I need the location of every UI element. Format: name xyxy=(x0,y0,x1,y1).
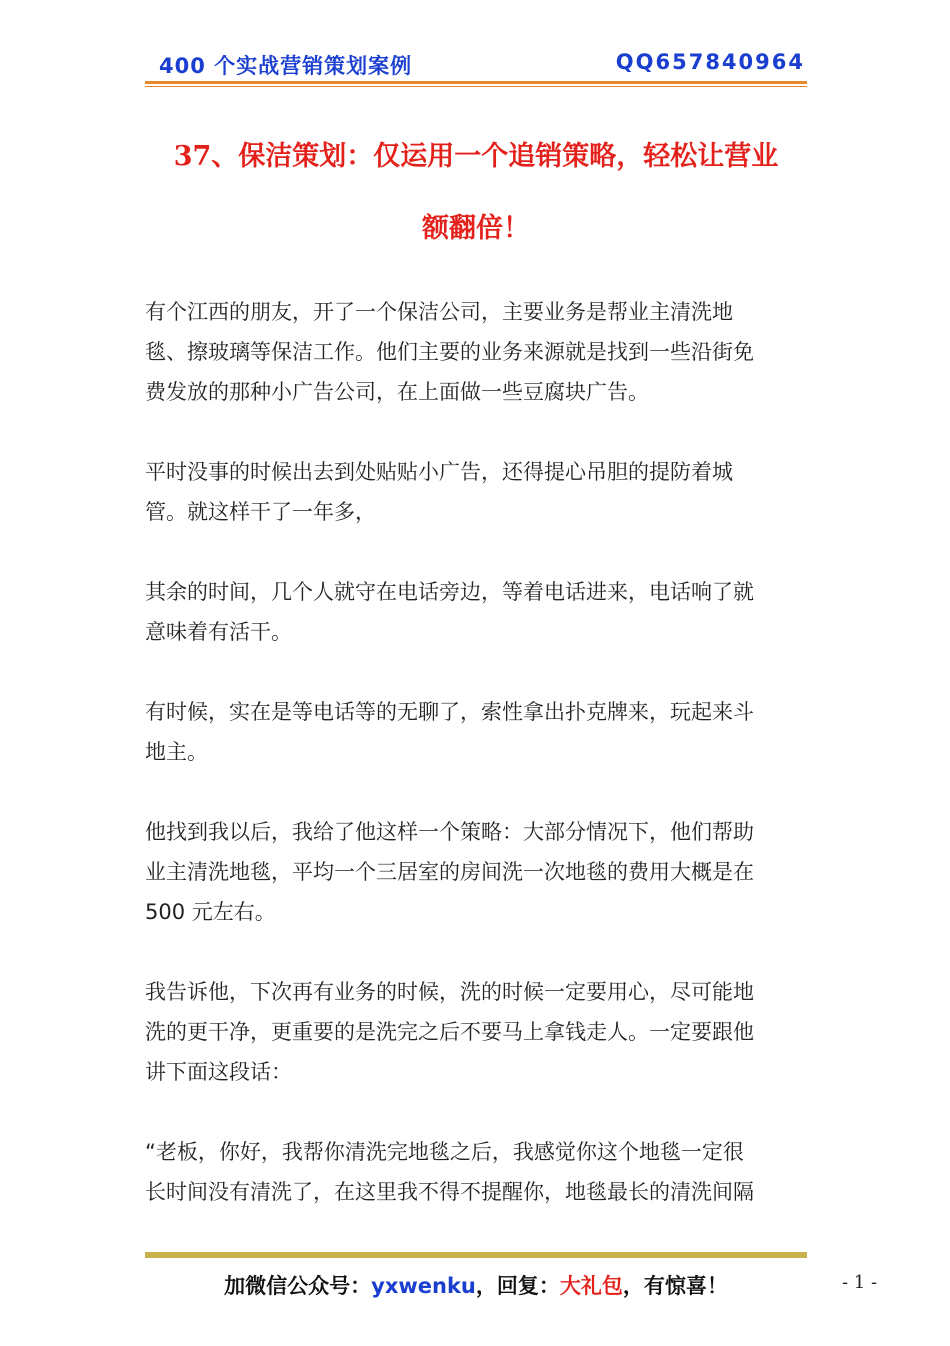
text-line: “老板，你好，我帮你清洗完地毯之后，我感觉你这个地毯一定很 xyxy=(145,1140,744,1164)
text-line: 有个江西的朋友，开了一个保洁公司，主要业务是帮业主清洗地 xyxy=(145,300,733,324)
page-footer xyxy=(145,1270,807,1300)
text-line: 他找到我以后，我给了他这样一个策略：大部分情况下，他们帮助 xyxy=(145,820,754,844)
text-line: 意味着有活干。 xyxy=(145,620,292,644)
footer-middle: ，回复： xyxy=(475,1274,560,1298)
header-divider-thick xyxy=(145,81,807,84)
paragraph xyxy=(145,572,807,652)
page-number: - 1 - xyxy=(842,1272,878,1293)
footer-account-name: yxwenku xyxy=(371,1274,476,1298)
text-line: 我告诉他，下次再有业务的时候，洗的时候一定要用心，尽可能地 xyxy=(145,980,754,1004)
text-line: 业主清洗地毯，平均一个三居室的房间洗一次地毯的费用大概是在 xyxy=(145,860,754,884)
article-body xyxy=(145,292,807,1252)
footer-divider xyxy=(145,1252,807,1258)
text-line: 毯、擦玻璃等保洁工作。他们主要的业务来源就是找到一些沿街免 xyxy=(145,340,754,364)
paragraph xyxy=(145,292,807,412)
paragraph xyxy=(145,812,807,932)
text-line: 地主。 xyxy=(145,740,208,764)
article-title-line-1: 37、保洁策划：仅运用一个追销策略，轻松让营业 xyxy=(173,141,779,172)
text-line: 管。就这样干了一年多， xyxy=(145,500,376,524)
text-line: 平时没事的时候出去到处贴贴小广告，还得提心吊胆的提防着城 xyxy=(145,460,733,484)
text-line: 讲下面这段话： xyxy=(145,1060,292,1084)
header-divider-thin xyxy=(145,86,807,87)
paragraph xyxy=(145,972,807,1092)
header-series-title: 400 个实战营销策划案例 xyxy=(159,54,413,78)
paragraph xyxy=(145,692,807,772)
header-qq-number: QQ657840964 xyxy=(615,50,805,74)
paragraph xyxy=(145,452,807,532)
page-header xyxy=(145,50,807,80)
footer-prefix: 加微信公众号： xyxy=(224,1274,372,1298)
text-line: 其余的时间，几个人就守在电话旁边，等着电话进来，电话响了就 xyxy=(145,580,754,604)
text-line: 500 元左右。 xyxy=(145,900,276,924)
footer-keyword: 大礼包 xyxy=(559,1274,623,1298)
paragraph xyxy=(145,1132,807,1212)
text-line: 费发放的那种小广告公司，在上面做一些豆腐块广告。 xyxy=(145,380,649,404)
article-title-line-2: 额翻倍！ xyxy=(422,213,530,244)
footer-suffix: ，有惊喜！ xyxy=(622,1274,728,1298)
text-line: 长时间没有清洗了，在这里我不得不提醒你，地毯最长的清洗间隔 xyxy=(145,1180,754,1204)
text-line: 有时候，实在是等电话等的无聊了，索性拿出扑克牌来，玩起来斗 xyxy=(145,700,754,724)
text-line: 洗的更干净，更重要的是洗完之后不要马上拿钱走人。一定要跟他 xyxy=(145,1020,754,1044)
